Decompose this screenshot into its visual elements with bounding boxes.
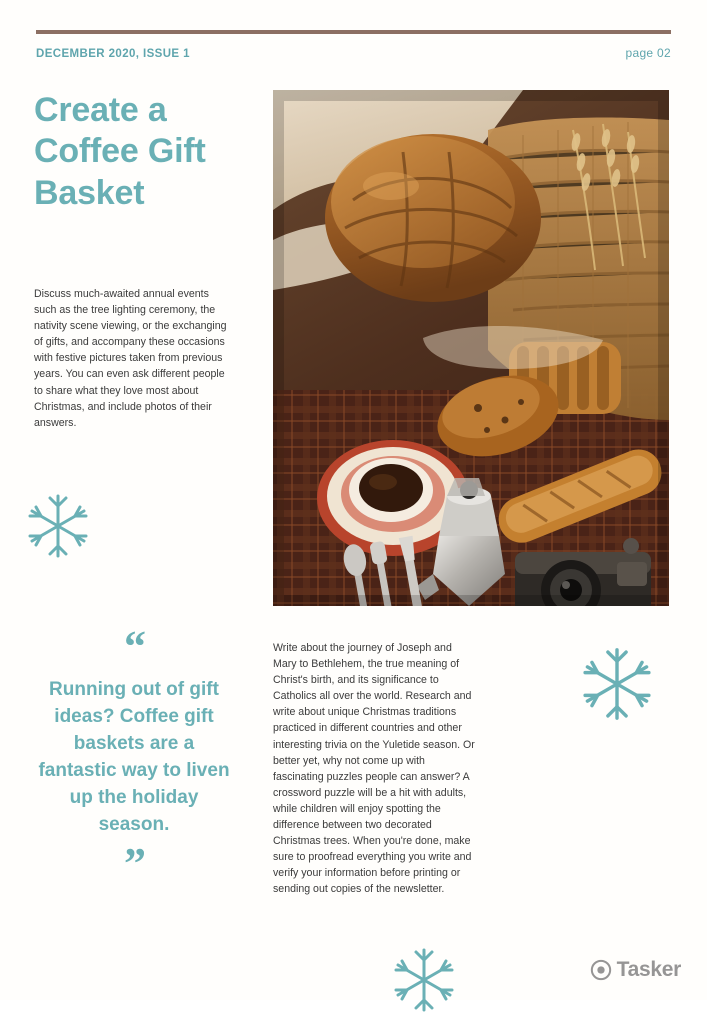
issue-label: DECEMBER 2020, ISSUE 1: [36, 48, 190, 60]
page-header: [36, 46, 671, 60]
quote-close-mark: ”: [124, 838, 144, 888]
tasker-logo-icon: [590, 959, 612, 981]
hero-image: [273, 90, 669, 606]
page-number: page 02: [625, 46, 671, 60]
page-title: Create a Coffee Gift Basket: [34, 91, 206, 212]
coffee-basket-photo: [273, 90, 669, 606]
quote-open-mark: “: [124, 622, 144, 671]
snowflake-icon-left: [22, 490, 94, 567]
snowflake-icon-bottom: [388, 944, 460, 1021]
snowflake-icon-right: [576, 643, 658, 730]
body-paragraph: Write about the journey of Joseph and Mary to Bethlehem, the true meaning of Christ's birth, and its significance to Catholics all over the world. Research and write about unique Christmas traditions practiced in different countries and other interesting trivia on the Yuletide season. Or better yet, why not come up with fascinating puzzles people can answer? A crossword puzzle will be a hit with adults, while children will enjoy spotting the difference between two decorated Christmas trees. When you're done, make sure to proofread everything you write and verify your information before printing or sending out copies of the newsletter.: [273, 642, 475, 896]
header-divider: [36, 30, 671, 34]
watermark: [590, 958, 681, 982]
pull-quote: [34, 622, 234, 888]
intro-paragraph: Discuss much-awaited annual events such as the tree lighting ceremony, the nativity scene viewing, or the exchanging of gifts, and accompany these occasions with festive pictures taken from previous years. You can even ask different people to share what they love most about Christmas, and include photos of their answers.: [34, 288, 227, 429]
watermark-label: Tasker: [616, 958, 681, 981]
quote-text: Running out of gift ideas? Coffee gift baskets are a fantastic way to liven up the holiday season.: [38, 678, 230, 835]
